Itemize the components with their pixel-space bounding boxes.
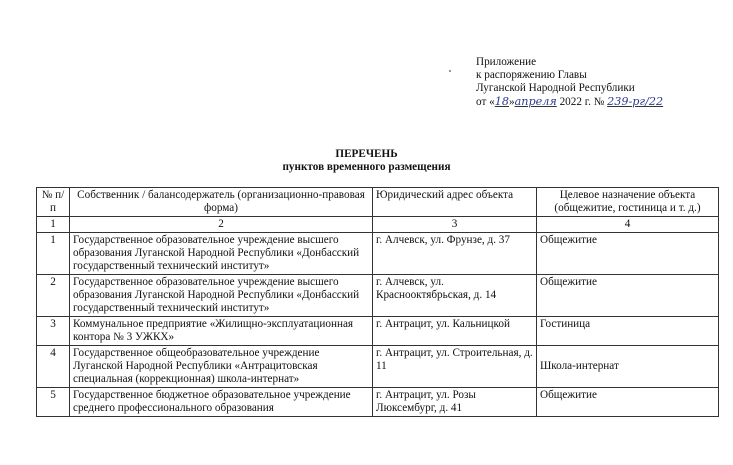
table-header-row xyxy=(37,188,719,217)
col-number: 3 xyxy=(373,217,537,233)
placement-table xyxy=(36,187,719,417)
appendix-block xyxy=(476,56,663,109)
date-year: 2022 г. № xyxy=(556,96,608,108)
table-row xyxy=(37,346,719,388)
handwritten-day: 18 xyxy=(494,95,509,108)
table-row xyxy=(37,233,719,275)
row-num: 2 xyxy=(37,275,70,317)
row-num: 4 xyxy=(37,346,70,388)
col-number: 4 xyxy=(537,217,719,233)
col-number: 1 xyxy=(37,217,70,233)
header-num: № п/п xyxy=(37,188,70,217)
row-owner: Коммунальное предприятие «Жилищно-эксплуатационная контора № 3 УЖКХ» xyxy=(70,317,373,346)
row-purpose: Гостиница xyxy=(537,317,719,346)
row-address: г. Алчевск, ул. Фрунзе, д. 37 xyxy=(373,233,537,275)
appendix-line-1: Приложение xyxy=(476,56,537,68)
title-main: ПЕРЕЧЕНЬ xyxy=(335,148,398,160)
date-quote-close: » xyxy=(508,96,515,108)
date-prefix: от « xyxy=(476,96,495,108)
row-purpose: Школа-интернат xyxy=(537,346,719,388)
row-num: 5 xyxy=(37,388,70,417)
appendix-date-line xyxy=(476,95,663,109)
row-owner: Государственное образовательное учреждение высшего образования Луганской Народной Республики «Донбасский государственный технический институт» xyxy=(70,275,373,317)
row-address: г. Антрацит, ул. Розы Люксембург, д. 41 xyxy=(373,388,537,417)
appendix-line-2: к распоряжению Главы xyxy=(476,69,587,81)
row-num: 3 xyxy=(37,317,70,346)
row-purpose: Общежитие xyxy=(537,388,719,417)
row-address: г. Антрацит, ул. Кальницкой xyxy=(373,317,537,346)
header-address: Юридический адрес объекта xyxy=(373,188,537,217)
table-row xyxy=(37,388,719,417)
header-owner: Собственник / балансодержатель (организационно-правовая форма) xyxy=(70,188,373,217)
title-sub: пунктов временного размещения xyxy=(282,161,451,173)
table-row xyxy=(37,317,719,346)
row-owner: Государственное образовательное учреждение высшего образования Луганской Народной Республики «Донбасский государственный технический институт» xyxy=(70,233,373,275)
scan-speck xyxy=(449,70,451,72)
row-num: 1 xyxy=(37,233,70,275)
appendix-line-3: Луганской Народной Республики xyxy=(476,82,635,94)
row-owner: Государственное бюджетное образовательное учреждение среднего профессионального образования xyxy=(70,388,373,417)
row-address: г. Алчевск, ул. Краснооктябрьская, д. 14 xyxy=(373,275,537,317)
table-row xyxy=(37,275,719,317)
row-purpose: Общежитие xyxy=(537,233,719,275)
document-title xyxy=(0,148,733,174)
column-number-row xyxy=(37,217,719,233)
handwritten-month: апреля xyxy=(514,95,557,108)
col-number: 2 xyxy=(70,217,373,233)
row-address: г. Антрацит, ул. Строительная, д. 11 xyxy=(373,346,537,388)
handwritten-number: 239-рг/22 xyxy=(607,95,664,108)
row-owner: Государственное общеобразовательное учреждение Луганской Народной Республики «Антрацитовская специальная (коррекционная) школа-интернат» xyxy=(70,346,373,388)
row-purpose: Общежитие xyxy=(537,275,719,317)
header-purpose: Целевое назначение объекта (общежитие, гостиница и т. д.) xyxy=(537,188,719,217)
